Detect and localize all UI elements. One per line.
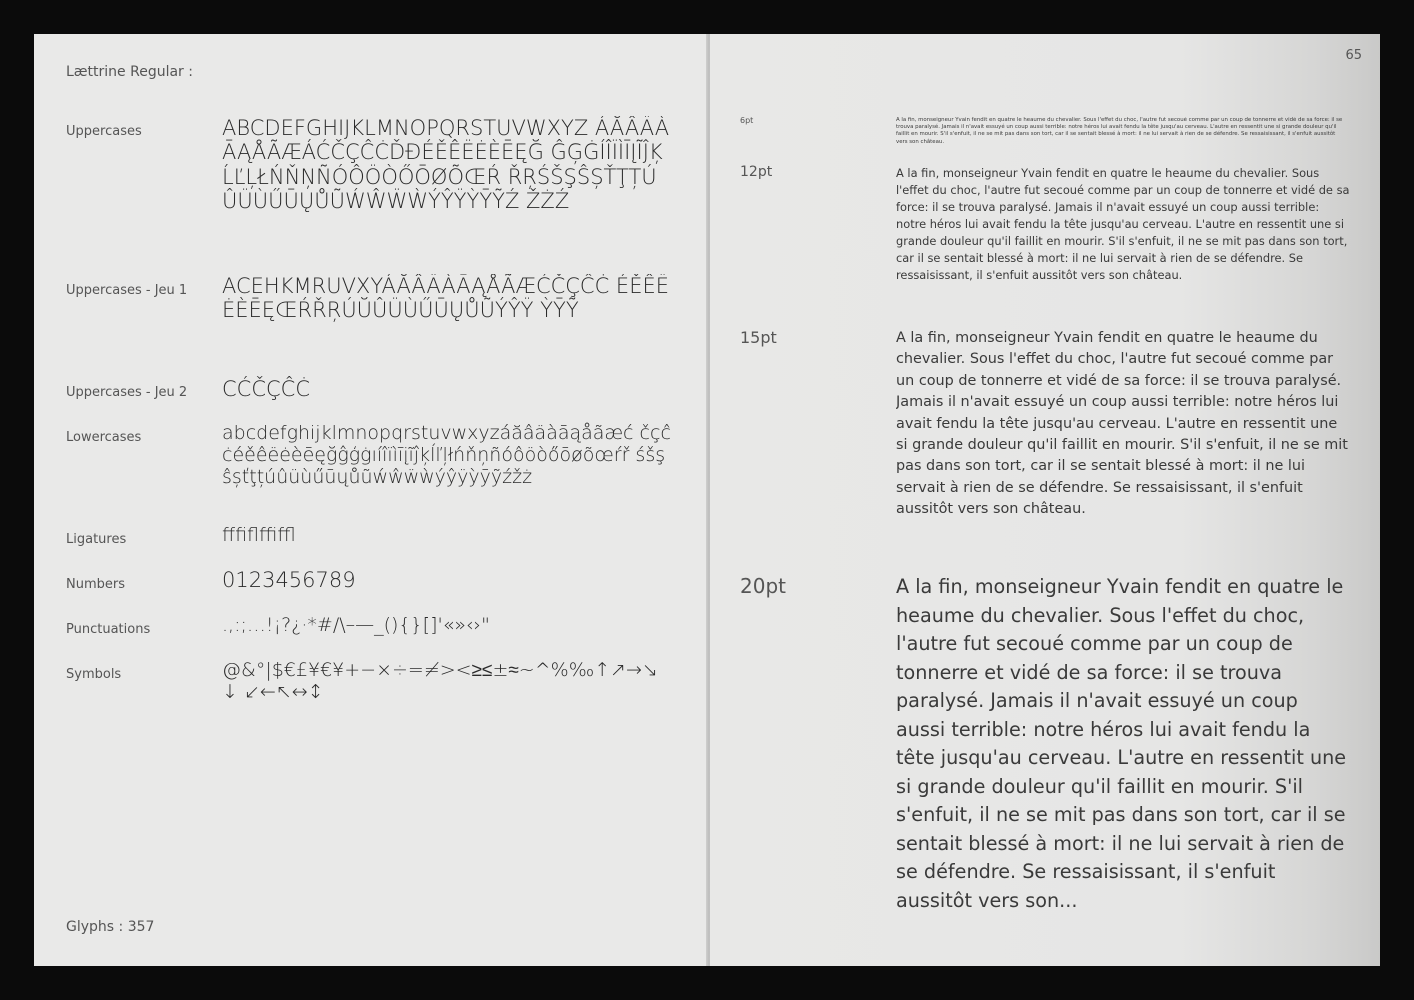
lowercases-glyphs: abcdefghijklmnopqrstuvwxyzáăâäàāąåãæć čçĉċéěêëėèēęğĝģġıíîïìīįĩĵķĺľļłńňņñóôöòőōøõœŕř śšşŝșťţțúûüùűūųůũẃŵẅẁýŷÿỳȳỹźžż bbox=[222, 422, 671, 489]
left-page bbox=[34, 34, 708, 966]
numbers-glyphs: 0123456789 bbox=[222, 568, 356, 592]
font-name-title: Lættrine Regular : bbox=[66, 64, 193, 80]
uppercases-glyphs: ABCDEFGHIJKLMNOPQRSTUVWXYZ ÁĂÂÄÀĀĄÅÃÆÁĆČÇĈĊĎĐÉĚÊËĖÈĒĘĞ ĜĢĠÍÎÏÌĪĮĨĴĶĹĽĻŁŃŇŅÑÓÔÖÒŐŌØÕŒŔ ŘŖŚŠŞŜȘŤŢȚÚÛÜÙŰŪŲŮŨẂŴẄẀÝŶŸỲȲỸŹ ŽŻŹ bbox=[222, 116, 670, 214]
ligatures-glyphs: ﬀﬁﬂﬃﬄ bbox=[222, 524, 296, 546]
numbers-label: Numbers bbox=[66, 577, 125, 592]
punctuations-label: Punctuations bbox=[66, 622, 151, 637]
uppercases-jeu1-label: Uppercases - Jeu 1 bbox=[66, 283, 188, 298]
sample-6pt-text: A la fin, monseigneur Yvain fendit en quatre le heaume du chevalier. Sous l'effet du choc, l'autre fut secoué comme par un coup de tonnerre et vidé de sa force: il se trouva paralysé. Jamais il n'avait essuyé un coup aussi terrible: notre héros lui avait fendu la tête jusqu'au cerveau. L'autre en ressentit une si grande douleur qu'il faillit en mourir. S'il s'enfuit, il ne se mit pas dans son tort, car il se sentait blessé à mort: il ne lui servait à rien de se défendre. Se ressaisissant, il s'enfuit aussitôt vers son château. bbox=[896, 117, 1343, 145]
ligatures-label: Ligatures bbox=[66, 532, 127, 547]
page-number: 65 bbox=[1345, 48, 1362, 63]
sample-20pt-text: A la fin, monseigneur Yvain fendit en quatre le heaume du chevalier. Sous l'effet du choc, l'autre fut secoué comme par un coup de tonnerre et vidé de sa force: il se trouva paralysé. Jamais il n'avait essuyé un coup aussi terrible: notre héros lui avait fendu la tête jusqu'au cerveau. L'autre en ressentit une si grande douleur qu'il faillit en mourir. S'il s'enfuit, il ne se mit pas dans son tort, car il se sentait blessé à mort: il ne lui servait à rien de se défendre. Se ressaisissant, il s'enfuit aussitôt vers son... bbox=[896, 575, 1347, 912]
uppercases-jeu1-glyphs: ACEHKMRUVXYÁĂÂÄÀĀĄÅÃÆĆČÇĈĊ ÉĚÊËĖÈĒĘŒŔŘŖÚŬÛÜÙŰŪŲŮŨÝŶŸ ỲȲỸ bbox=[222, 274, 670, 323]
sample-15pt-label: 15pt bbox=[740, 328, 777, 347]
symbols-label: Symbols bbox=[66, 667, 122, 682]
punctuations-glyphs: .,:;…!¡?¿·*#/\–—_(){}[]'«»‹›" bbox=[222, 614, 490, 636]
sample-12pt-text: A la fin, monseigneur Yvain fendit en quatre le heaume du chevalier. Sous l'effet du choc, l'autre fut secoué comme par un coup de tonnerre et vidé de sa force: il se trouva paralysé. Jamais il n'avait essuyé un coup aussi terrible: notre héros lui avait fendu la tête jusqu'au cerveau. L'autre en ressentit une si grande douleur qu'il faillit en mourir. S'il s'enfuit, il ne se mit pas dans son tort, car il se sentait blessé à mort: il ne lui servait à rien de se défendre. Se ressaisissant, il s'enfuit aussitôt vers son château. bbox=[896, 166, 1350, 282]
sample-20pt-label: 20pt bbox=[740, 574, 786, 598]
glyph-count: Glyphs : 357 bbox=[66, 919, 155, 935]
sample-12pt-label: 12pt bbox=[740, 164, 773, 180]
sample-6pt-label: 6pt bbox=[740, 116, 754, 125]
uppercases-label: Uppercases bbox=[66, 124, 142, 139]
uppercases-jeu2-glyphs: CĆČÇĈĊ bbox=[222, 377, 310, 401]
symbols-glyphs: @&°|$€£¥€¥+−×÷=≠><≥≤±≈~^%‰↑↗→↘↓ ↙←↖↔↕ bbox=[222, 659, 658, 704]
right-page bbox=[710, 34, 1380, 966]
uppercases-jeu2-label: Uppercases - Jeu 2 bbox=[66, 385, 188, 400]
sample-15pt-text: A la fin, monseigneur Yvain fendit en quatre le heaume du chevalier. Sous l'effet du choc, l'autre fut secoué comme par un coup de tonnerre et vidé de sa force: il se trouva paralysé. Jamais il n'avait essuyé un coup aussi terrible: notre héros lui avait fendu la tête jusqu'au cerveau. L'autre en ressentit une si grande douleur qu'il faillit en mourir. S'il s'enfuit, il ne se mit pas dans son tort, car il se sentait blessé à mort: il ne lui servait à rien de se défendre. Se ressaisissant, il s'enfuit aussitôt vers son château. bbox=[896, 330, 1348, 518]
lowercases-label: Lowercases bbox=[66, 430, 142, 445]
